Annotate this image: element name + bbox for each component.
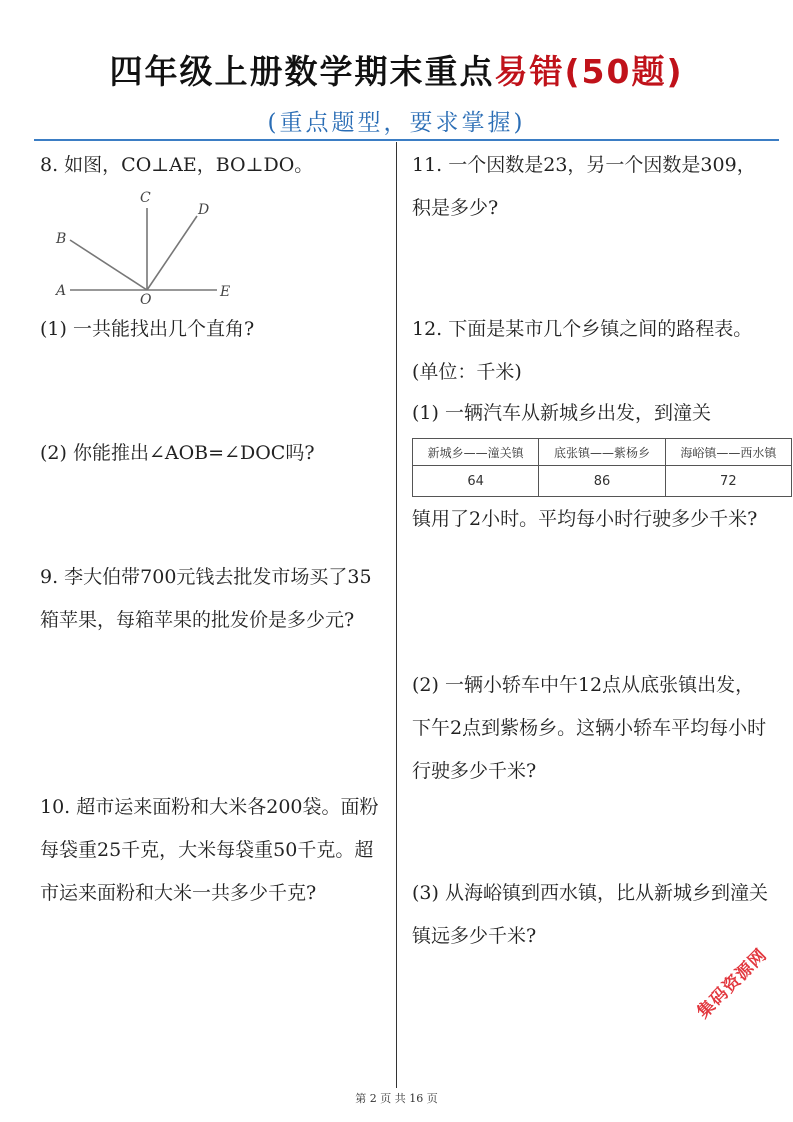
angle-diagram — [52, 188, 252, 306]
q8-sub1: (1) 一共能找出几个直角? — [40, 318, 255, 340]
label-b: B — [56, 231, 67, 247]
header-rule — [34, 139, 779, 141]
column-divider — [396, 142, 397, 1088]
q8-stem: 8. 如图，CO⊥AE，BO⊥DO。 — [40, 154, 314, 176]
label-c: C — [140, 190, 151, 206]
q11: 11. 一个因数是23，另一个因数是309，积是多少? — [412, 154, 756, 219]
label-e: E — [220, 284, 231, 300]
page-title — [0, 46, 793, 93]
q12-sub1-line1: (1) 一辆汽车从新城乡出发，到潼关 — [412, 402, 711, 424]
table-header-cell: 新城乡——潼关镇 — [413, 439, 539, 466]
table-row — [413, 466, 792, 497]
title-accent: 易错(50题) — [494, 52, 684, 91]
label-a: A — [56, 283, 67, 299]
label-o: O — [140, 292, 152, 306]
q12-sub3: (3) 从海峪镇到西水镇，比从新城乡到潼关镇远多少千米? — [412, 882, 768, 947]
q12-sub1-line2: 镇用了2小时。平均每小时行驶多少千米? — [412, 508, 758, 530]
table-cell: 86 — [539, 466, 665, 497]
table-header-cell: 底张镇——紫杨乡 — [539, 439, 665, 466]
ray-ob — [70, 240, 147, 290]
page-subtitle: (重点题型，要求掌握) — [267, 110, 526, 136]
distance-table — [412, 438, 792, 497]
table-header-row — [413, 439, 792, 466]
table-header-cell: 海峪镇——西水镇 — [665, 439, 791, 466]
q10: 10. 超市运来面粉和大米各200袋。面粉每袋重25千克，大米每袋重50千克。超市运来面粉和大米一共多少千克? — [40, 796, 379, 904]
page-footer: 第 2 页 共 16 页 — [355, 1092, 438, 1105]
title-main: 四年级上册数学期末重点 — [109, 52, 495, 91]
q12-stem: 12. 下面是某市几个乡镇之间的路程表。(单位：千米) — [412, 318, 753, 383]
label-d: D — [198, 202, 210, 218]
table-cell: 64 — [413, 466, 539, 497]
watermark-logo: 集码资源网 — [693, 944, 772, 1023]
q9: 9. 李大伯带700元钱去批发市场买了35箱苹果，每箱苹果的批发价是多少元? — [40, 566, 372, 631]
q12-sub2: (2) 一辆小轿车中午12点从底张镇出发，下午2点到紫杨乡。这辆小轿车平均每小时行驶多少千米? — [412, 674, 767, 782]
ray-od — [147, 216, 197, 290]
table-cell: 72 — [665, 466, 791, 497]
q8-sub2: (2) 你能推出∠AOB=∠DOC吗? — [40, 442, 315, 464]
